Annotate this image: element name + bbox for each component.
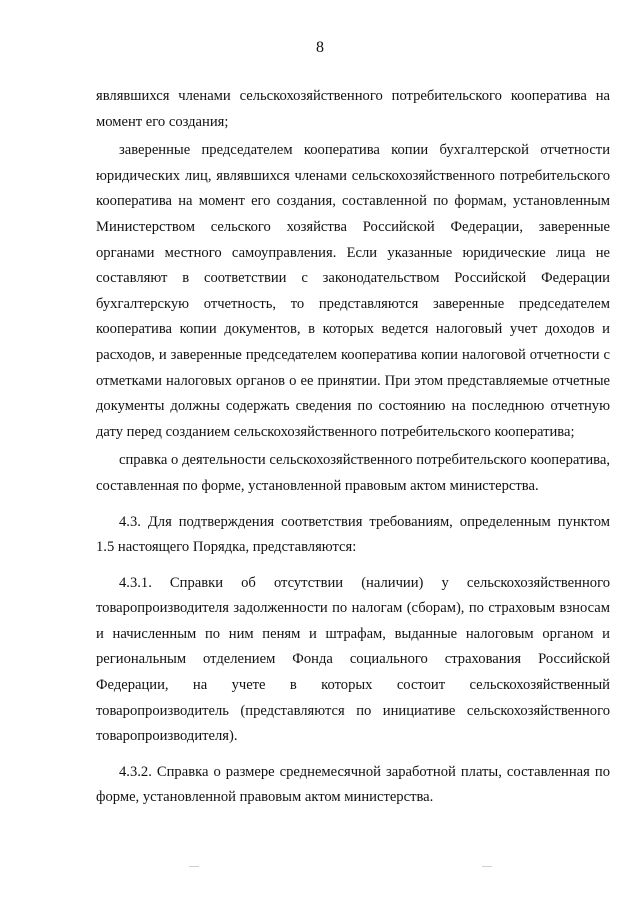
paragraph-section-4-3-2: 4.3.2. Справка о размере среднемесячной заработной платы, составленная по форме, установленной правовым актом министерства. xyxy=(96,763,610,806)
paragraph-cooperative-certificate: справка о деятельности сельскохозяйственного потребительского кооператива, составленная по форме, установленной правовым актом министерства. xyxy=(96,452,610,494)
page-number: 8 xyxy=(316,39,324,56)
paragraph-accounting-copies: заверенные председателем кооператива копии бухгалтерской отчетности юридических лиц, являвшихся членами сельскохозяйственного потребительского кооператива на момент его создания, составленной по формам, установленным Министерством сельского хозяйства Российской Федерации, заверенные органами местного самоуправления. Если указанные юридические лица не составляют в соответствии с законодательством Российской Федерации бухгалтерскую отчетность, то представляются заверенные председателем кооператива копии документов, в которых ведется налоговый учет доходов и расходов, и заверенные председателем кооператива копии налоговой отчетности с отметками налоговых органов о ее принятии. При этом представляемые отчетные документы должны содержать сведения по состоянию на последнюю отчетную дату перед созданием сельскохозяйственного потребительского кооператива; xyxy=(96,142,610,440)
document-body xyxy=(96,84,610,811)
paragraph-continuation: являвшихся членами сельскохозяйственного потребительского кооператива на момент его создания; xyxy=(96,88,610,130)
paragraph-section-4-3: 4.3. Для подтверждения соответствия требованиям, определенным пунктом 1.5 настоящего Порядка, представляются: xyxy=(96,513,610,556)
scan-speck xyxy=(482,866,492,867)
paragraph-section-4-3-1: 4.3.1. Справки об отсутствии (наличии) у сельскохозяйственного товаропроизводителя задолженности по налогам (сборам), по страховым взносам и начисленным по ним пеням и штрафам, выданные налоговым органом и региональным отделением Фонда социального страхования Российской Федерации, на учете в которых состоит сельскохозяйственный товаропроизводитель (представляются по инициативе сельскохозяйственного товаропроизводителя). xyxy=(96,574,610,745)
scan-speck xyxy=(189,866,199,867)
